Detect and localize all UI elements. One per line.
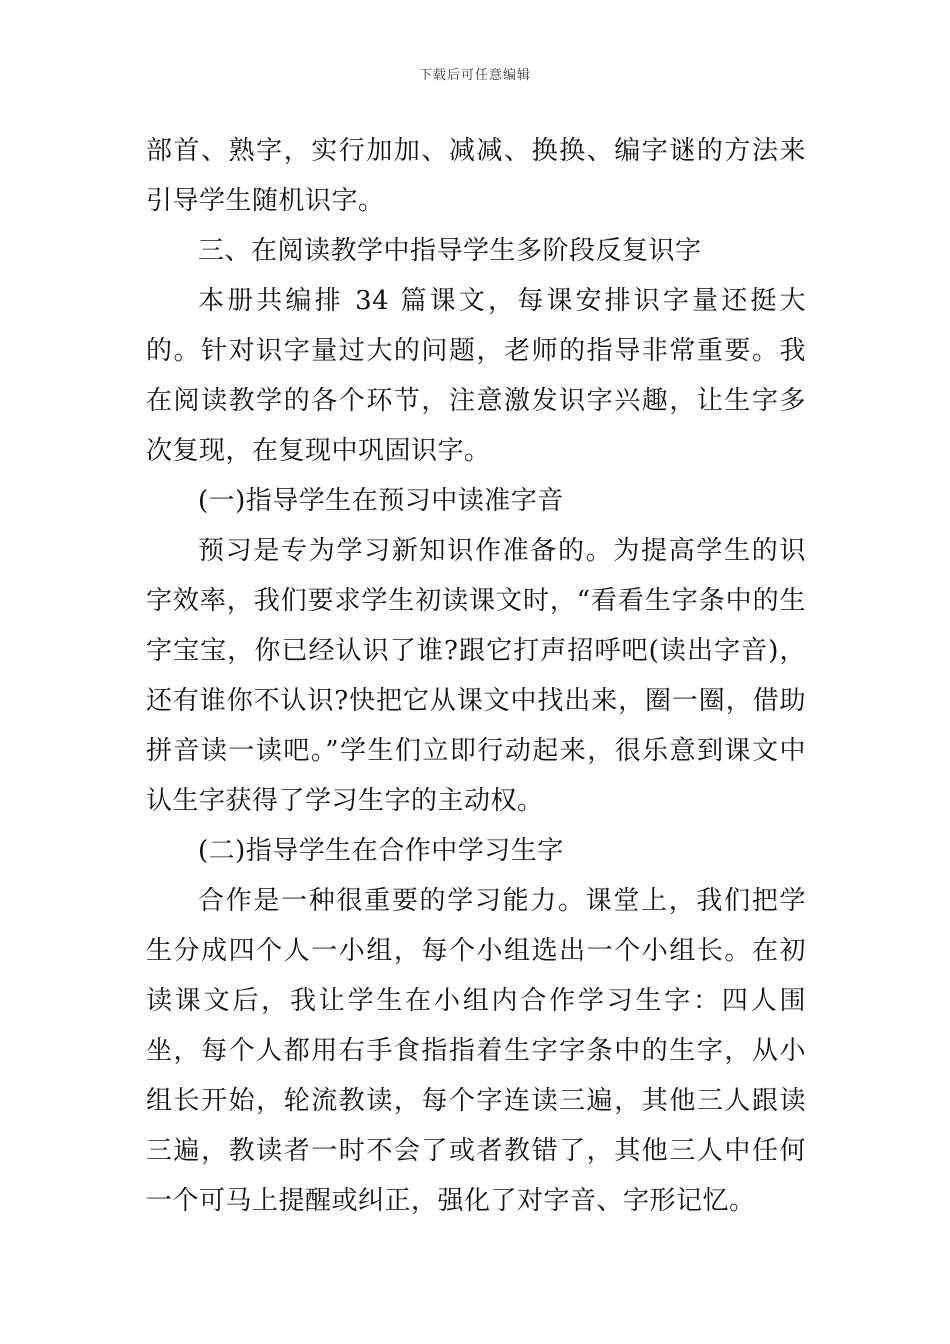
- subsection-heading-1: (一)指导学生在预习中读准字音: [198, 486, 564, 516]
- subsection-heading-2: (二)指导学生在合作中学习生字: [198, 836, 564, 866]
- paragraph-1: 部首、熟字，实行加加、减减、换换、编字谜的方法来引导学生随机识字。: [146, 136, 806, 216]
- section-heading-3: 三、在阅读教学中指导学生多阶段反复识字: [198, 236, 702, 266]
- page-header: 下载后可任意编辑: [418, 68, 531, 83]
- document-body: [146, 126, 806, 1226]
- paragraph-4: 合作是一种很重要的学习能力。课堂上，我们把学生分成四个人一小组，每个小组选出一个小组长。在初读课文后，我让学生在小组内合作学习生字：四人围坐，每个人都用右手食指指着生字字条中的生字，从小组长开始，轮流教读，每个字连读三遍，其他三人跟读三遍，教读者一时不会了或者教错了，其他三人中任何一个可马上提醒或纠正，强化了对字音、字形记忆。: [146, 886, 806, 1216]
- paragraph-2: 本册共编排 34 篇课文，每课安排识字量还挺大的。针对识字量过大的问题，老师的指导非常重要。我在阅读教学的各个环节，注意激发识字兴趣，让生字多次复现，在复现中巩固识字。: [146, 286, 806, 466]
- paragraph-3: 预习是专为学习新知识作准备的。为提高学生的识字效率，我们要求学生初读课文时，“看看生字条中的生字宝宝，你已经认识了谁?跟它打声招呼吧(读出字音)，还有谁你不认识?快把它从课文中找出来，圈一圈，借助拼音读一读吧。”学生们立即行动起来，很乐意到课文中认生字获得了学习生字的主动权。: [146, 536, 806, 816]
